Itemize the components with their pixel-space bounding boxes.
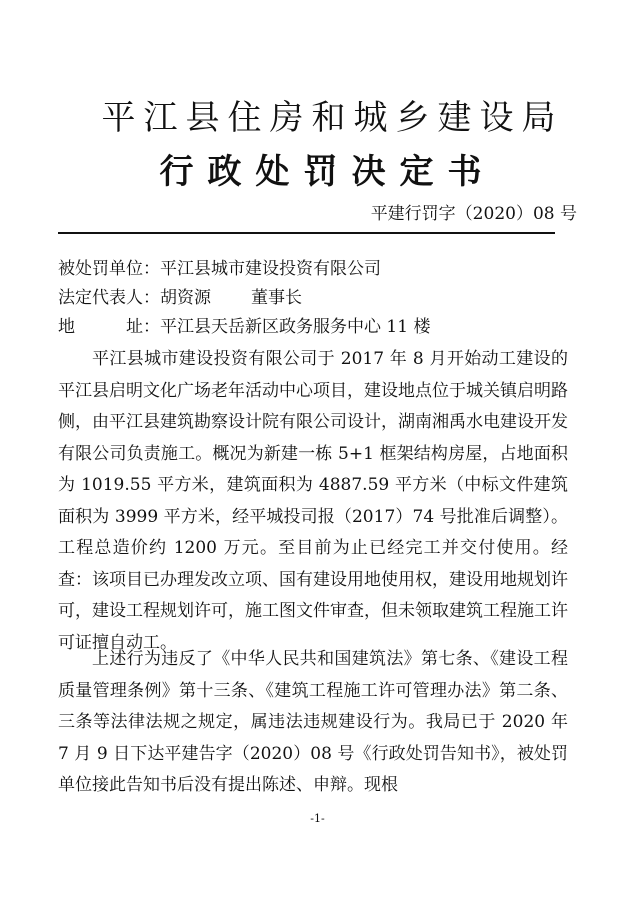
legal-representative-name: 胡资源: [160, 288, 211, 308]
page-number: -1-: [310, 812, 325, 825]
address-value: 平江县天岳新区政务服务中心 11 楼: [160, 317, 431, 337]
legal-representative-title: 董事长: [251, 288, 302, 308]
address-label-first: 地: [58, 317, 75, 337]
document-title: 行政处罚决定书: [159, 152, 496, 192]
address-line: [58, 316, 430, 338]
punished-unit-value: 平江县城市建设投资有限公司: [160, 259, 381, 279]
organization-title: 平江县住房和城乡建设局: [101, 98, 564, 138]
paragraph-violation: 上述行为违反了《中华人民共和国建筑法》第七条、《建设工程质量管理条例》第十三条、《建筑工程施工许可管理办法》第二条、三条等法律法规之规定，属违法违规建设行为。我局已于 2020 年 7 月 9 日下达平建告字（2020）08 号《行政处罚告知书》，被处罚单位接此告知书后没有提出陈述、申辩。现根: [58, 649, 568, 795]
legal-representative-label: 法定代表人：: [58, 288, 160, 308]
header-divider: [58, 232, 555, 234]
address-label-second: 址：: [126, 317, 160, 337]
punished-unit-line: [58, 258, 381, 280]
paragraph-facts: 平江县城市建设投资有限公司于 2017 年 8 月开始动工建设的平江县启明文化广场老年活动中心项目，建设地点位于城关镇启明路侧，由平江县建筑勘察设计院有限公司设计，湖南湘禹水电建设开发有限公司负责施工。概况为新建一栋 5+1 框架结构房屋，占地面积为 1019.55 平方米，建筑面积为 4887.59 平方米（中标文件建筑面积为 3999 平方米，经平城投司报（2017）74 号批准后调整）。工程总造价约 1200 万元。至目前为止已经完工并交付使用。经查：该项目已办理发改立项、国有建设用地使用权，建设用地规划许可，建设工程规划许可，施工图文件审查，但未领取建筑工程施工许可证擅自动工。: [58, 349, 568, 653]
punished-unit-label: 被处罚单位：: [58, 259, 160, 279]
legal-representative-line: [58, 287, 302, 309]
document-number: 平建行罚字（2020）08 号: [370, 204, 577, 224]
